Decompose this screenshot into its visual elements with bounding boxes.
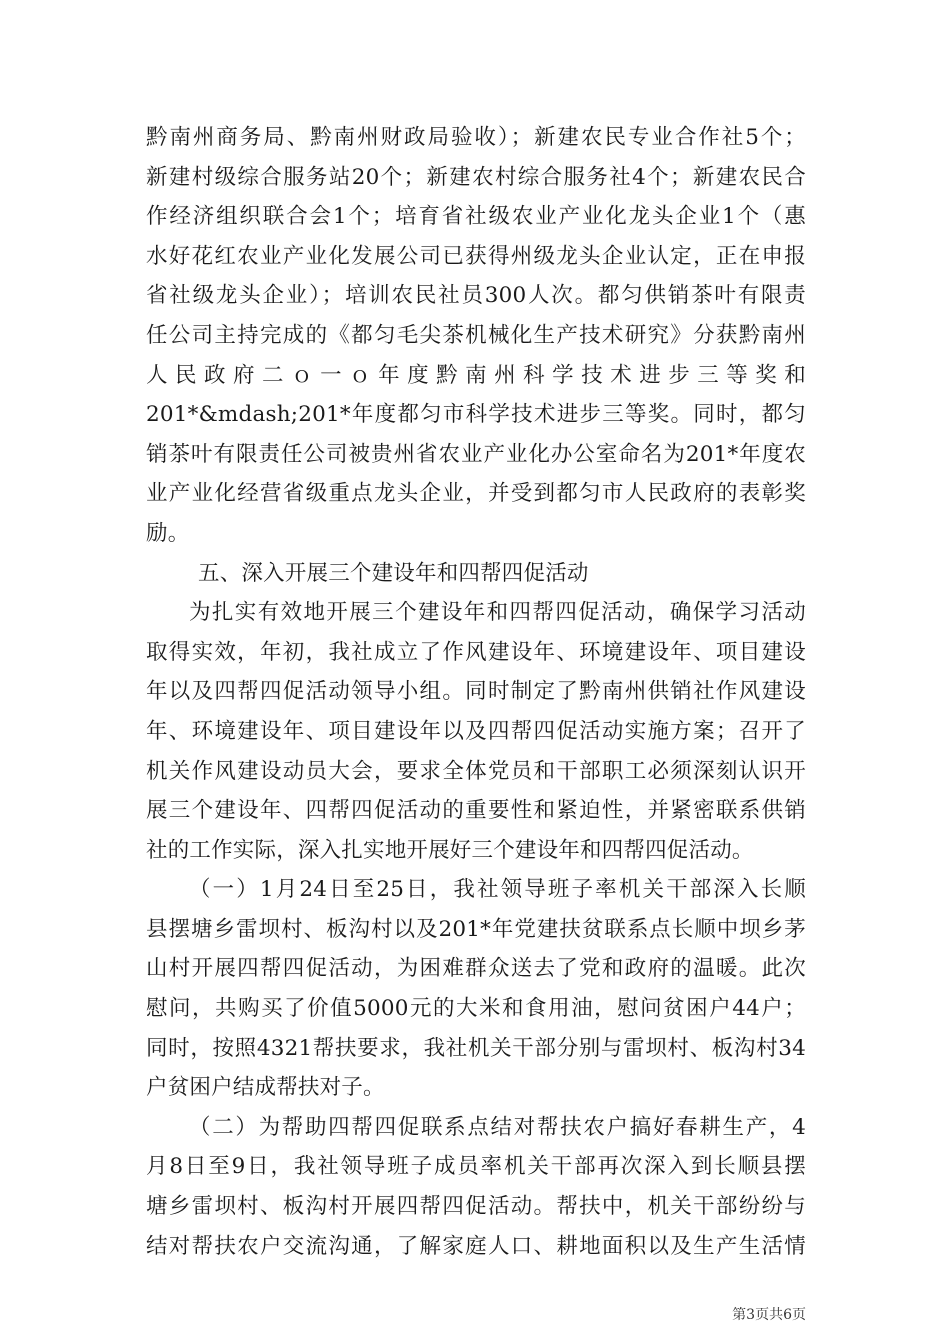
text-line: 社的工作实际，深入扎实地开展好三个建设年和四帮四促活动。 [146, 837, 754, 863]
text-line: 结对帮扶农户交流沟通，了解家庭人口、耕地面积以及生产生活情 [146, 1233, 806, 1259]
text-line: 任公司主持完成的《都匀毛尖茶机械化生产技术研究》分获黔南州 [146, 322, 806, 348]
text-line: （一）1月24日至25日，我社领导班子率机关干部深入长顺 [189, 877, 806, 903]
text-line: 月8日至9日，我社领导班子成员率机关干部再次深入到长顺县摆 [146, 1154, 806, 1180]
text-line: 黔南州商务局、黔南州财政局验收）；新建农民专业合作社5个； [146, 125, 806, 150]
section-heading: 五、深入开展三个建设年和四帮四促活动 [198, 560, 589, 586]
text-line: 展三个建设年、四帮四促活动的重要性和紧迫性，并紧密联系供销 [146, 798, 806, 824]
text-line: 作经济组织联合会1个；培育省社级农业产业化龙头企业1个（惠 [146, 204, 806, 230]
text-line: 省社级龙头企业）；培训农民社员300人次。都匀供销茶叶有限责 [146, 283, 806, 309]
text-line: 慰问，共购买了价值5000元的大米和食用油，慰问贫困户44户； [146, 996, 806, 1022]
text-line: 塘乡雷坝村、板沟村开展四帮四促活动。帮扶中，机关干部纷纷与 [146, 1194, 806, 1220]
text-line: 县摆塘乡雷坝村、板沟村以及201*年党建扶贫联系点长顺中坝乡茅 [146, 916, 806, 942]
document-body [146, 118, 806, 1266]
page-number: 第3页共6页 [732, 1307, 806, 1323]
text-line: 销茶叶有限责任公司被贵州省农业产业化办公室命名为201*年度农 [146, 441, 806, 467]
text-line: 励。 [146, 520, 190, 546]
text-line: 取得实效，年初，我社成立了作风建设年、环境建设年、项目建设 [146, 639, 806, 665]
text-line: 同时，按照4321帮扶要求，我社机关干部分别与雷坝村、板沟村34 [146, 1035, 806, 1061]
text-line: 水好花红农业产业化发展公司已获得州级龙头企业认定，正在申报 [146, 243, 806, 269]
text-line: 为扎实有效地开展三个建设年和四帮四促活动，确保学习活动 [189, 600, 806, 626]
text-line: （二）为帮助四帮四促联系点结对帮扶农户搞好春耕生产，4 [189, 1114, 806, 1140]
text-line: 201*&mdash;201*年度都匀市科学技术进步三等奖。同时，都匀 [146, 402, 806, 428]
text-line: 业产业化经营省级重点龙头企业，并受到都匀市人民政府的表彰奖 [146, 481, 806, 507]
text-line: 新建村级综合服务站20个；新建农村综合服务社4个；新建农民合 [146, 164, 806, 190]
text-line: 机关作风建设动员大会，要求全体党员和干部职工必须深刻认识开 [146, 758, 806, 784]
text-line: 年以及四帮四促活动领导小组。同时制定了黔南州供销社作风建设 [146, 679, 806, 705]
text-line: 人民政府二ｏ一ｏ年度黔南州科学技术进步三等奖和 [146, 362, 806, 388]
text-line: 山村开展四帮四促活动，为困难群众送去了党和政府的温暖。此次 [146, 956, 806, 982]
text-line: 户贫困户结成帮扶对子。 [146, 1075, 385, 1101]
text-line: 年、环境建设年、项目建设年以及四帮四促活动实施方案；召开了 [146, 718, 806, 744]
